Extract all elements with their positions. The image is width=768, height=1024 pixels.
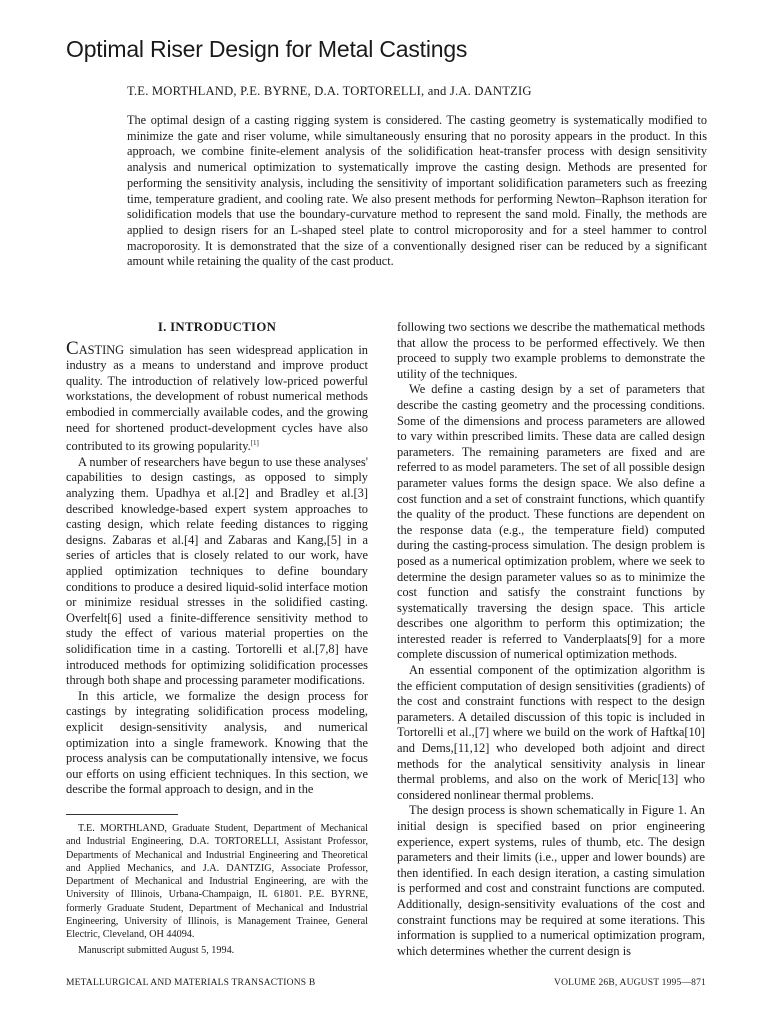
- abstract: The optimal design of a casting rigging system is considered. The casting geometry is systematically modified to minimize the gate and riser volume, while simultaneously ensuring that no porosity appears in the product. In this approach, we combine finite-element analysis of the solidification heat-transfer process with design sensitivity analysis and numerical optimization to systematically improve the casting design. Methods are presented for performing the sensitivity analysis, including the sensitivity of important solidification parameters such as freezing time, temperature gradient, and cooling rate. We also present methods for performing Newton–Raphson iteration for solidification models that use the boundary-curvature method to represent the sand mold. Finally, the methods are applied to design risers for an L-shaped steel plate to control microporosity and for a steel hammer to control macroporosity. It is demonstrated that the size of a conventionally designed riser can be reduced by a significant amount while retaining the quality of the cast product.: [127, 113, 707, 269]
- body-paragraph-1: following two sections we describe the mathematical methods that allow the process to be performed effectively. We then proceed to supply two example problems to demonstrate the utility of the techniques.: [397, 320, 705, 381]
- footnote-divider: [66, 814, 178, 815]
- volume-page-info: VOLUME 26B, AUGUST 1995—871: [554, 978, 706, 988]
- citation-ref: [1]: [250, 439, 259, 448]
- author-list: T.E. MORTHLAND, P.E. BYRNE, D.A. TORTORELLI, and J.A. DANTZIG: [127, 84, 532, 98]
- intro-paragraph-1: [66, 337, 368, 455]
- author-affiliation-footnote: [66, 822, 368, 957]
- drop-cap: C: [66, 337, 79, 359]
- lead-word: ASTING: [78, 342, 125, 357]
- body-paragraph-3: An essential component of the optimization algorithm is the efficient computation of design sensitivities (gradients) of the cost and constraint functions with respect to the design parameters. A detailed discussion of this topic is included in Tortorelli et al.,[7] where we build on the work of Haftka[10] and Dems,[11,12] who developed both adjoint and direct methods for the analytical sensitivity analysis in linear thermal problems, and also on the work of Meric[13] who considered nonlinear thermal problems.: [397, 663, 705, 802]
- intro-paragraph-3: In this article, we formalize the design process for castings by integrating solidification process modeling, explicit design-sensitivity analysis, and numerical optimization into a single framework. Knowing that the process analysis can be computationally intensive, we focus our efforts on using efficient techniques. In this section, we describe the formal approach to design, and in the: [66, 688, 368, 797]
- affiliation-text: T.E. MORTHLAND, Graduate Student, Department of Mechanical and Industrial Engineering, D.A. TORTORELLI, Assistant Professor, Departments of Mechanical and Industrial Engineering and Theoretical and Applied Mechanics, and J.A. DANTZIG, Associate Professor, Department of Mechanical and Industrial Engineering, are with the University of Illinois, Urbana-Champaign, IL 61801. P.E. BYRNE, formerly Graduate Student, Department of Mechanical and Industrial Engineering, University of Illinois, is Management Trainee, General Electric, Cleveland, OH 44094.: [66, 823, 368, 941]
- body-paragraph-4: The design process is shown schematically in Figure 1. An initial design is specified based on prior engineering experience, expert systems, rules of thumb, etc. The design parameters and their limits (i.e., upper and lower bounds) are then identified. In each design iteration, a casting simulation is performed and cost and constraint functions are computed. Additionally, design-sensitivity evaluations of the cost and constraint functions may be required at some iterations. This information is supplied to a numerical optimization program, which determines whether the current design is: [397, 803, 705, 958]
- left-column: [66, 320, 368, 798]
- paragraph-text: simulation has seen widespread application in industry as a means to understand and improve product quality. The introduction of relatively low-priced powerful workstations, the development of robust numerical methods embodied in commercially available codes, and the growing need for shortened product-development cycles have also contributed to its growing popularity.: [66, 342, 368, 454]
- intro-paragraph-2: A number of researchers have begun to use these analyses' capabilities to design castings, as opposed to simply analyzing them. Upadhya et al.[2] and Bradley et al.[3] described knowledge-based expert system approaches to casting design, which relate feeding distances to rigging designs. Zabaras et al.[4] and Zabaras and Kang,[5] in a series of articles that is closely related to our work, have applied optimization techniques to define boundary conditions to produce a desired liquid-solid interface motion or minimize residual stresses in the solidified casting. Overfelt[6] used a finite-difference sensitivity method to study the effect of various material properties on the solidification time in a casting. Tortorelli et al.[7,8] have introduced methods for optimizing solidification processes through both shape and processing parameter modifications.: [66, 454, 368, 688]
- submission-date: Manuscript submitted August 5, 1994.: [78, 944, 235, 956]
- body-paragraph-2: We define a casting design by a set of parameters that describe the casting geometry and the processing conditions. Some of the dimensions and process parameters are allowed to vary within prescribed limits. These data are called design parameters. The remaining parameters are fixed and are referred to as model parameters. The set of all possible design parameter values forms the design space. We also define a cost function and a set of constraint functions, which quantify the quality of the product. These functions are dependent on the response data (e.g., the temperature field) computed during the casting-process simulation. The design problem is posed as a numerical optimization problem, where we seek to determine the design parameter values so as to minimize the cost function and satisfy the constraint functions by systematically traversing the design space. This article describes one algorithm to perform this optimization; the interested reader is referred to Vanderplaats[9] for a more complete discussion of numerical optimization methods.: [397, 382, 705, 662]
- section-heading-introduction: I. INTRODUCTION: [157, 320, 277, 334]
- paper-title: Optimal Riser Design for Metal Castings: [66, 36, 468, 62]
- journal-name: METALLURGICAL AND MATERIALS TRANSACTIONS B: [66, 978, 316, 988]
- right-column: [397, 320, 705, 959]
